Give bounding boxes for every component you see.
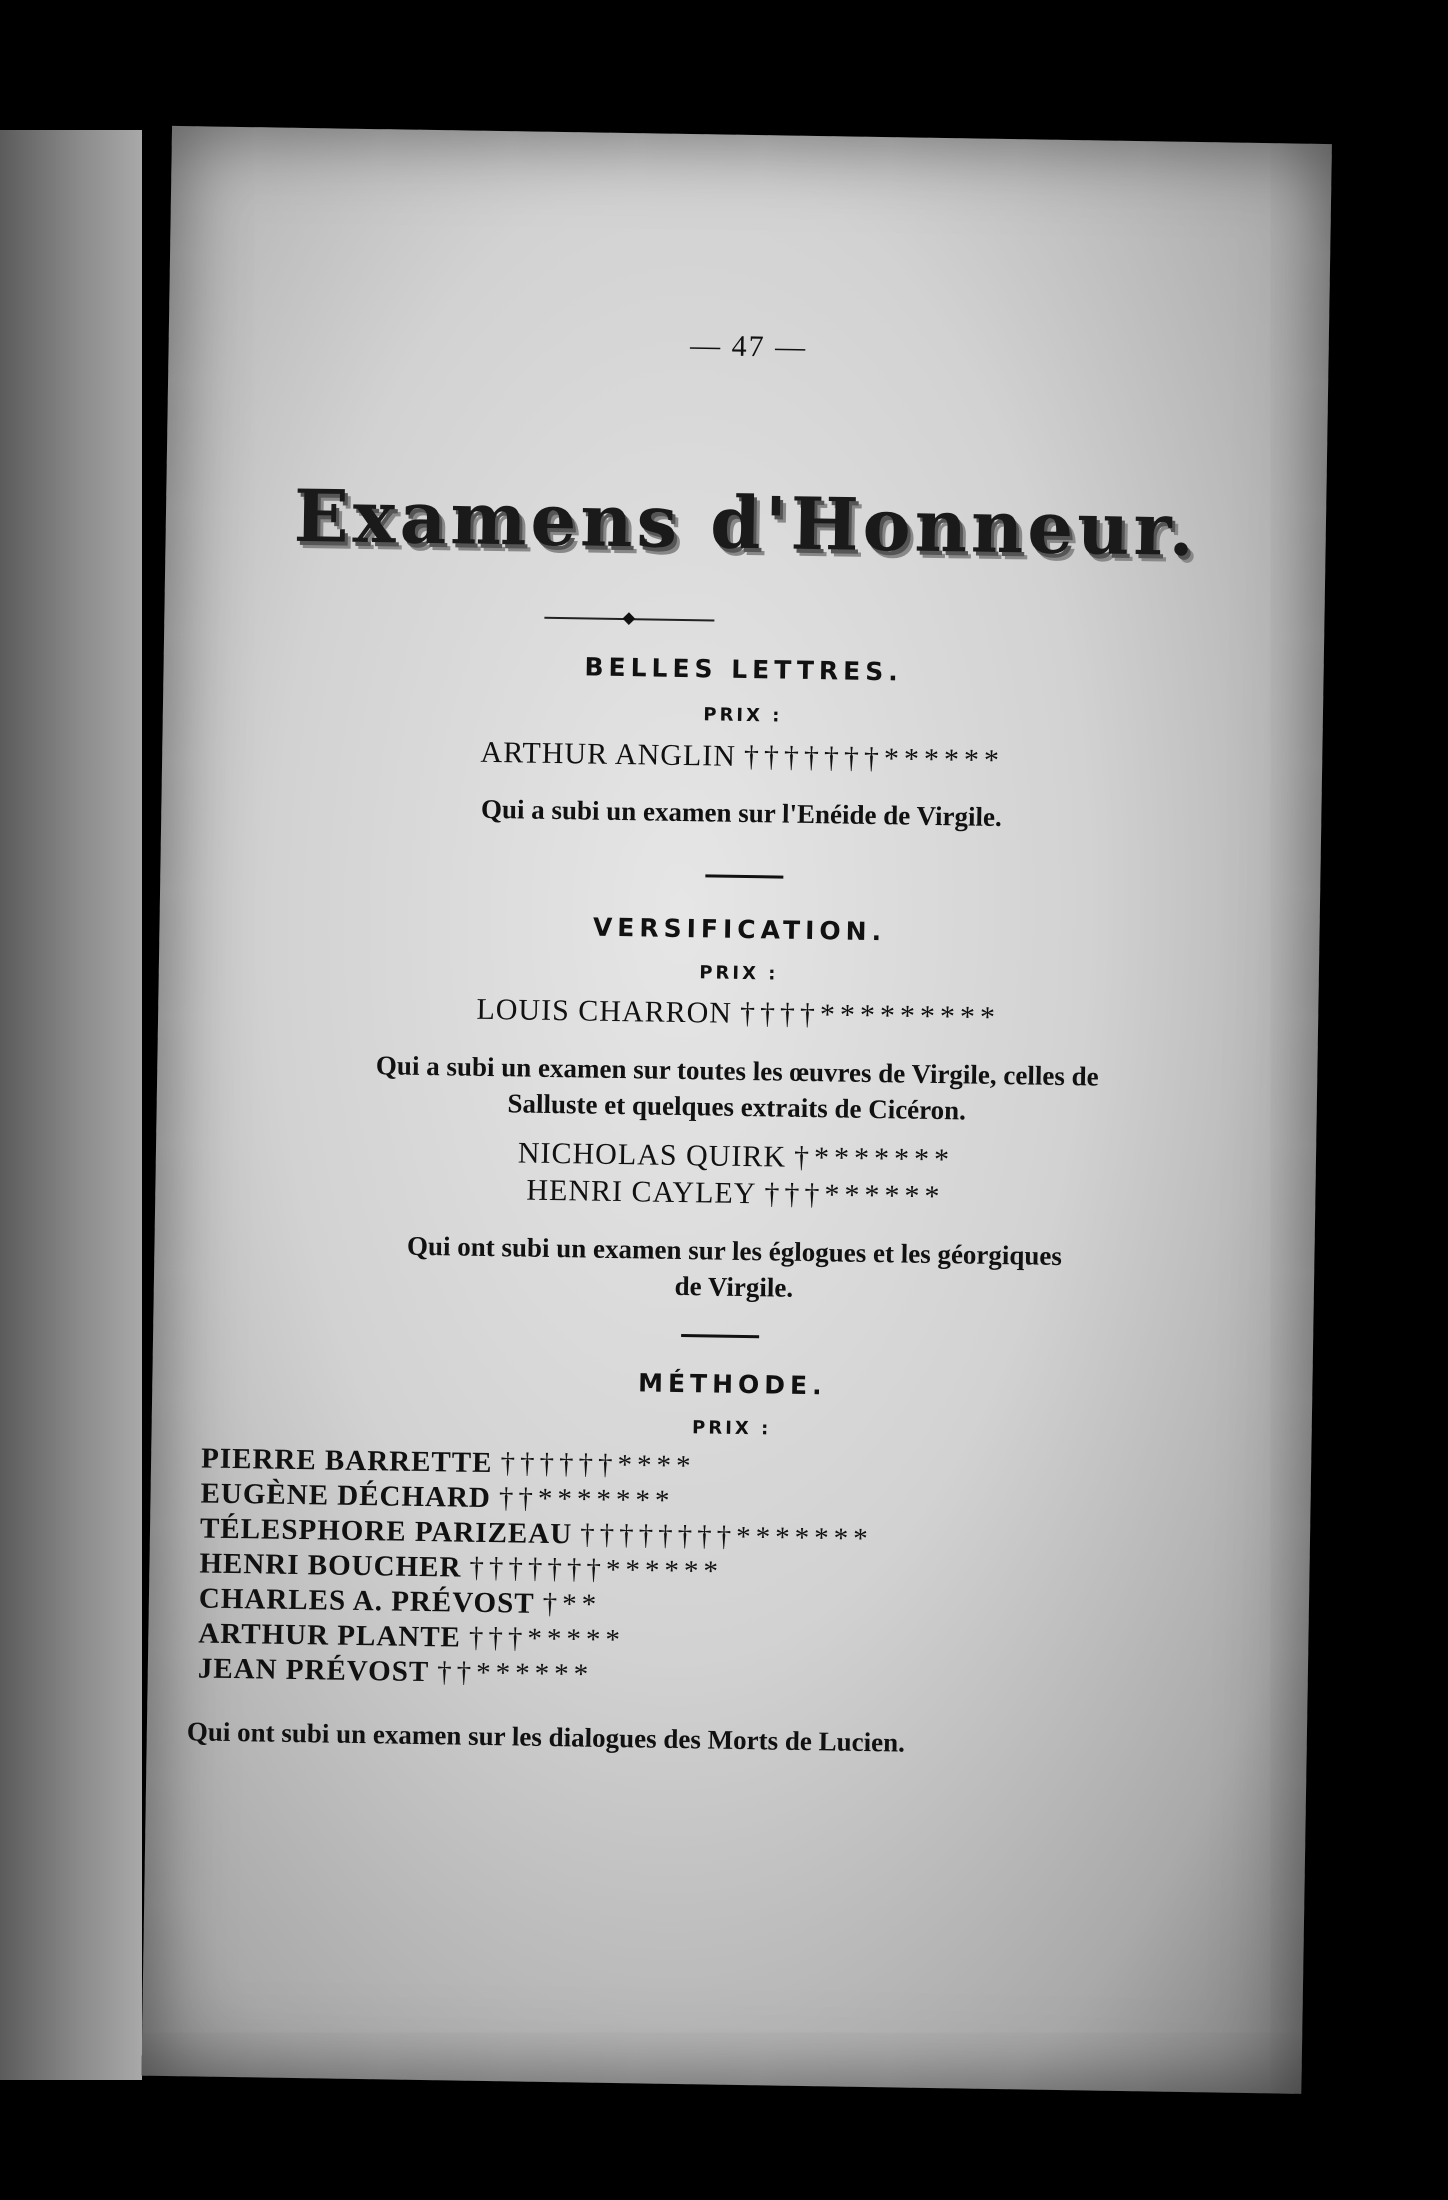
winner-name: LOUIS CHARRON [476, 992, 733, 1030]
winner-name: PIERRE BARRETTE [200, 1442, 493, 1480]
winner-name: ARTHUR PLANTE [198, 1617, 462, 1654]
section-description-line-1: Qui a subi un examen sur toutes les œuvres de Virgile, celles de [375, 1050, 1099, 1092]
prize-label: PRIX : [703, 704, 783, 727]
winner-name: HENRI BOUCHER [199, 1547, 462, 1584]
prize-label: PRIX : [691, 1417, 772, 1440]
section-title-belles-lettres: BELLES LETTRES. [584, 652, 903, 687]
section-title-versification: VERSIFICATION. [592, 912, 887, 947]
other-winner-marks: †††****** [764, 1177, 945, 1214]
winner-name: JEAN PRÉVOST [197, 1652, 430, 1689]
section-description-line-2: Salluste et quelques extraits de Cicéron. [507, 1088, 967, 1126]
other-winner-name: HENRI CAYLEY [526, 1173, 757, 1211]
winner-name: CHARLES A. PRÉVOST [198, 1582, 535, 1620]
methode-winner-list [198, 1442, 874, 1698]
winner-marks: ††††††††******* [579, 1518, 873, 1556]
page-title: Examens d'Honneur. [293, 472, 1199, 573]
winner-line [158, 988, 1318, 1040]
winner-marks: ††††††**** [500, 1447, 696, 1483]
page-number: — 47 — [689, 329, 808, 364]
page-content [172, 126, 1332, 1758]
winner-marks: ††††********* [739, 996, 1001, 1035]
winner-marks: †††††††****** [469, 1551, 724, 1588]
section-divider [681, 1334, 759, 1338]
winner-marks: ††****** [436, 1656, 594, 1691]
winner-marks: †††††††****** [743, 739, 1005, 778]
section-description: Qui ont subi un examen sur les dialogues des Morts de Lucien. [186, 1716, 906, 1758]
winner-marks: †††***** [468, 1621, 626, 1657]
others-description-line-2: de Virgile. [674, 1270, 794, 1303]
winner-marks: †** [542, 1587, 602, 1621]
winner-name: EUGÈNE DÉCHARD [200, 1477, 492, 1515]
winner-line [162, 731, 1322, 783]
winner-name: TÉLESPHORE PARIZEAU [199, 1512, 573, 1551]
other-winner-marks: †******* [793, 1140, 955, 1177]
title-ornament-rule [544, 617, 714, 622]
document-page [141, 126, 1331, 2094]
prize-label: PRIX : [699, 962, 779, 985]
section-title-methode: MÉTHODE. [637, 1368, 827, 1401]
others-description-line-1: Qui ont subi un examen sur les églogues et les géorgiques [406, 1230, 1063, 1272]
section-divider [705, 874, 783, 878]
section-description: Qui a subi un examen sur l'Enéide de Virgile. [480, 793, 1002, 833]
winner-name: ARTHUR ANGLIN [480, 735, 737, 773]
winner-marks: ††******* [498, 1482, 675, 1517]
other-winner-name: NICHOLAS QUIRK [517, 1136, 787, 1174]
left-page-edge [0, 130, 142, 2080]
